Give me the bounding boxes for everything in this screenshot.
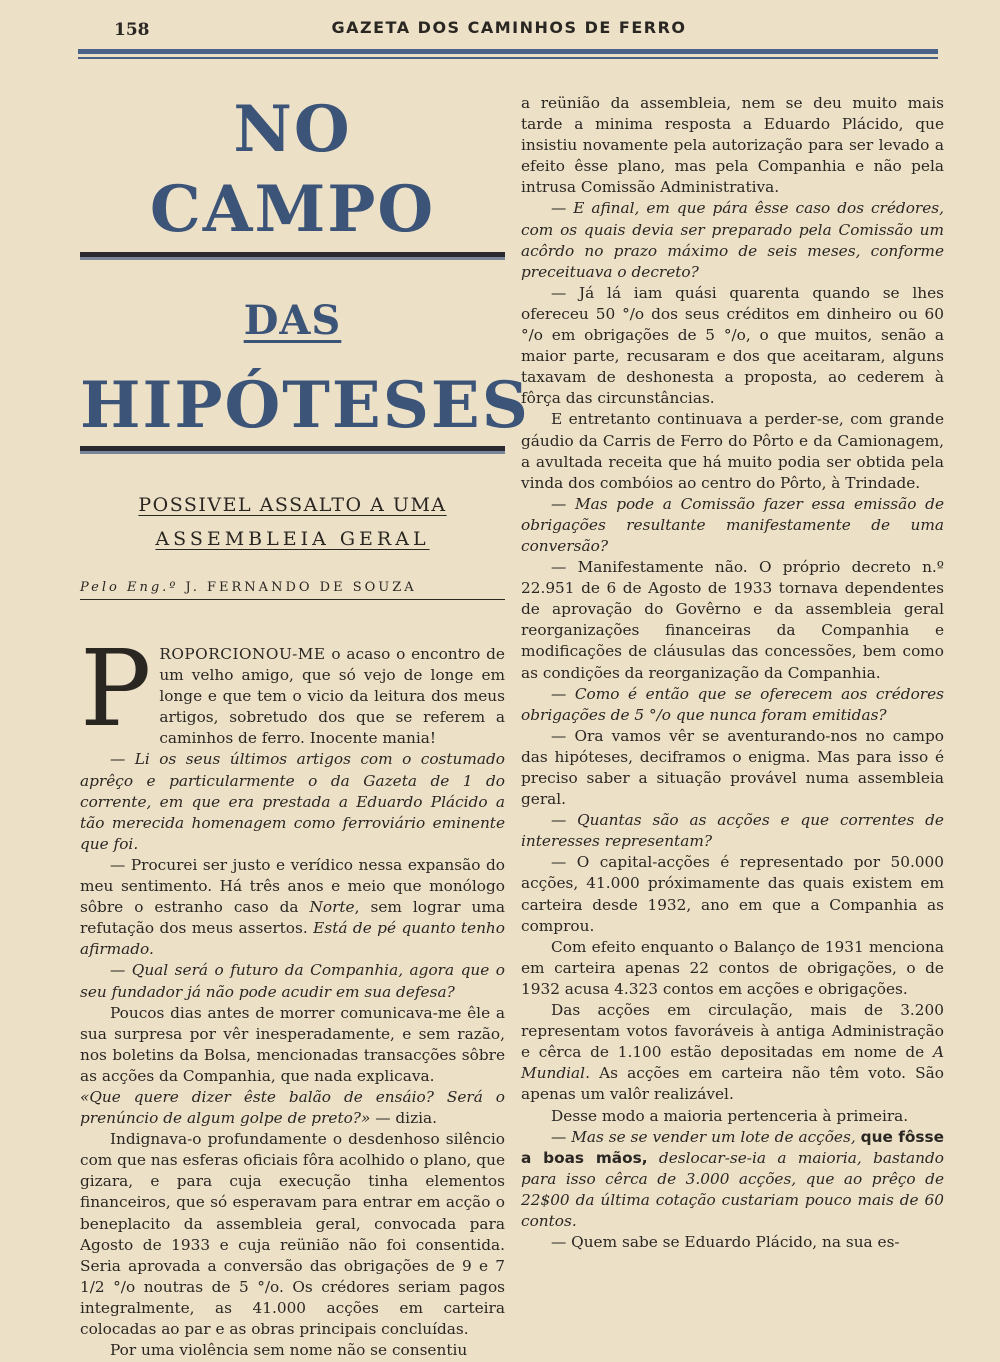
right-paragraph-13: Desse modo a maioria pertenceria à primeira. xyxy=(551,1106,909,1125)
byline-author: J. FERNANDO DE SOUZA xyxy=(185,580,417,595)
right-paragraph-12-c: . As acções em carteira não têm voto. São apenas um valôr realizável. xyxy=(521,1064,944,1104)
right-paragraph-9: — Quantas são as acções e que correntes de interesses representam? xyxy=(521,811,944,851)
right-paragraph-14 xyxy=(521,1127,944,1232)
drop-cap: P xyxy=(80,627,152,750)
right-paragraph-4: E entretanto continuava a perder-se, com grande gáudio da Carris de Ferro do Pôrto e da Camionagem, a avultada receita que há muito podia ser obtida pela vinda dos combóios ao centro do Pôrto, à Trindade. xyxy=(521,410,944,492)
right-column xyxy=(521,93,944,1253)
page-number: 158 xyxy=(114,20,150,40)
title-rule-1 xyxy=(80,252,505,260)
right-paragraph-2: — E afinal, em que pára êsse caso dos crédores, com os quais devia ser preparado pela Comissão um acôrdo no prazo máximo de seis meses, conforme preceituava o decreto? xyxy=(521,199,944,281)
paragraph-3-c: , sem lograr uma refutação dos meus assertos. xyxy=(80,898,505,938)
article-subtitle-line-1: POSSIVEL ASSALTO A UMA xyxy=(138,494,447,516)
right-paragraph-6: — Manifestamente não. O próprio decreto n.º 22.951 de 6 de Agosto de 1933 tornava dependentes de aprovação do Govêrno e da assembleia geral reorganizações financeiras da Companhia e modificações de cláusulas das concessões, bem como as condições da reorganização da Companhia. xyxy=(521,558,944,682)
paragraph-3-d: Está de pé quanto tenho afirmado. xyxy=(80,919,505,959)
paragraph-1-caps: ROPORCIONOU-ME xyxy=(159,645,326,663)
article-title-line-1: NO CAMPO xyxy=(149,92,436,247)
paragraph-1 xyxy=(80,627,505,750)
journal-title: GAZETA DOS CAMINHOS DE FERRO xyxy=(331,18,687,37)
right-paragraph-12-a: Das acções em circulação, mais de 3.200 representam votos favoráveis à antiga Administração e cêrca de 1.100 estão depositadas em nome de xyxy=(521,1001,944,1062)
paragraph-4: — Qual será o futuro da Companhia, agora que o seu fundador já não pode acudir em sua defesa? xyxy=(80,961,505,1001)
paragraph-8: Por uma violência sem nome não se consentiu xyxy=(110,1341,468,1360)
article-title-line-3: HIPÓTESES xyxy=(80,368,530,443)
paragraph-6-a: «Que quere dizer êste balão de ensáio? Será o prenúncio de algum golpe de preto?» xyxy=(80,1087,505,1128)
byline-prefix: Pelo Eng.º xyxy=(80,580,179,595)
right-paragraph-14-c: deslocar-se-ia a maioria, bastando para isso cêrca de 3.000 acções, que ao prêço de 22$00 da última cotação custariam pouco mais de 60 contos. xyxy=(521,1148,944,1230)
paragraph-1-text: o acaso o encontro de um velho amigo, que só vejo de longe em longe e que tem o vicio da leitura dos meus artigos, sobretudo dos que se referem a caminhos de ferro. Inocente mania! xyxy=(159,645,505,748)
header-rule-thin xyxy=(78,57,938,59)
right-paragraph-15: — Quem sabe se Eduardo Plácido, na sua es- xyxy=(551,1233,900,1252)
left-column-body xyxy=(80,627,505,1361)
right-paragraph-8: — Ora vamos vêr se aventurando-nos no campo das hipóteses, deciframos o enigma. Mas para isso é preciso saber a situação provável numa assembleia geral. xyxy=(521,726,944,809)
header-rule-thick xyxy=(78,49,938,54)
right-paragraph-7: — Como é então que se oferecem aos crédores obrigações de 5 °/o que nunca foram emitidas? xyxy=(521,684,944,724)
paragraph-6 xyxy=(80,1087,505,1129)
right-paragraph-3: — Já lá iam quási quarenta quando se lhes ofereceu 50 °/o dos seus créditos em dinheiro ou 60 °/o em obrigações de 5 °/o, o que muitos, senão a maior parte, recusaram e dos que aceitaram, alguns taxavam de deshonesta a proposta, ao cederem à fôrça das circunstâncias. xyxy=(521,283,944,408)
right-paragraph-10: — O capital-acções é representado por 50.000 acções, 41.000 próximamente das quais existem em carteira desde 1932, ano em que a Companhia as comprou. xyxy=(521,853,944,935)
page-header xyxy=(80,14,938,54)
paragraph-6-b: — dizia. xyxy=(370,1109,437,1128)
right-paragraph-11: Com efeito enquanto o Balanço de 1931 menciona em carteira apenas 22 contos de obrigações, o de 1932 acusa 4.323 contos em acções e obrigações. xyxy=(521,937,944,998)
right-paragraph-12-b: A Mundial xyxy=(521,1043,944,1083)
right-paragraph-1: a reünião da assembleia, nem se deu muito mais tarde a minima resposta a Eduardo Plácido, que insistiu novamente pela autorização para ser levado a efeito êsse plano, mas pela Companhia e não pela intrusa Comissão Administrativa. xyxy=(521,94,944,197)
article-title-line-2: DAS xyxy=(243,297,342,344)
right-paragraph-14-b: que fôsse a boas mãos, xyxy=(521,1127,944,1167)
byline-rule xyxy=(80,599,505,600)
right-paragraph-12 xyxy=(521,1000,944,1105)
article-byline xyxy=(80,580,505,595)
right-paragraph-5: — Mas pode a Comissão fazer essa emissão de obrigações resultante manifestamente de uma conversão? xyxy=(521,494,944,555)
article-subtitle-line-2: ASSEMBLEIA GERAL xyxy=(155,528,430,550)
paragraph-2: — Li os seus últimos artigos com o costumado aprêço e particularmente o da Gazeta de 1 do corrente, em que era prestada a Eduardo Plácido a tão merecida homenagem como ferroviário eminente que foi. xyxy=(80,750,505,853)
paragraph-3 xyxy=(80,855,505,960)
title-rule-2 xyxy=(80,446,505,454)
left-column xyxy=(80,80,530,1361)
right-paragraph-14-a: — Mas se se vender um lote de acções, xyxy=(551,1127,861,1146)
paragraph-3-b: Norte xyxy=(309,898,355,917)
paragraph-7: Indignava-o profundamente o desdenhoso silêncio com que nas esferas oficiais fôra acolhido o plano, que gizara, e para cuja execução tinha elementos financeiros, que só esperavam para entrar em acção o beneplacito da assembleia geral, convocada para Agosto de 1933 e cuja reünião não foi consentida. Seria aprovada a conversão das obrigações de 9 e 7 1/2 °/o noutras de 5 °/o. Os crédores seriam pagos integralmente, as 41.000 acções em carteira colocadas ao par e as obras principais concluídas. xyxy=(80,1130,505,1338)
paragraph-3-a: — Procurei ser justo e verídico nessa expansão do meu sentimento. Há três anos e meio que monólogo sôbre o estranho caso da xyxy=(80,855,505,917)
paragraph-5: Poucos dias antes de morrer comunicava-me êle a sua surpresa por vêr inesperadamente, e sem razão, nos boletins da Bolsa, mencionadas transacções sôbre as acções da Companhia, que nada explicava. xyxy=(80,1003,505,1085)
